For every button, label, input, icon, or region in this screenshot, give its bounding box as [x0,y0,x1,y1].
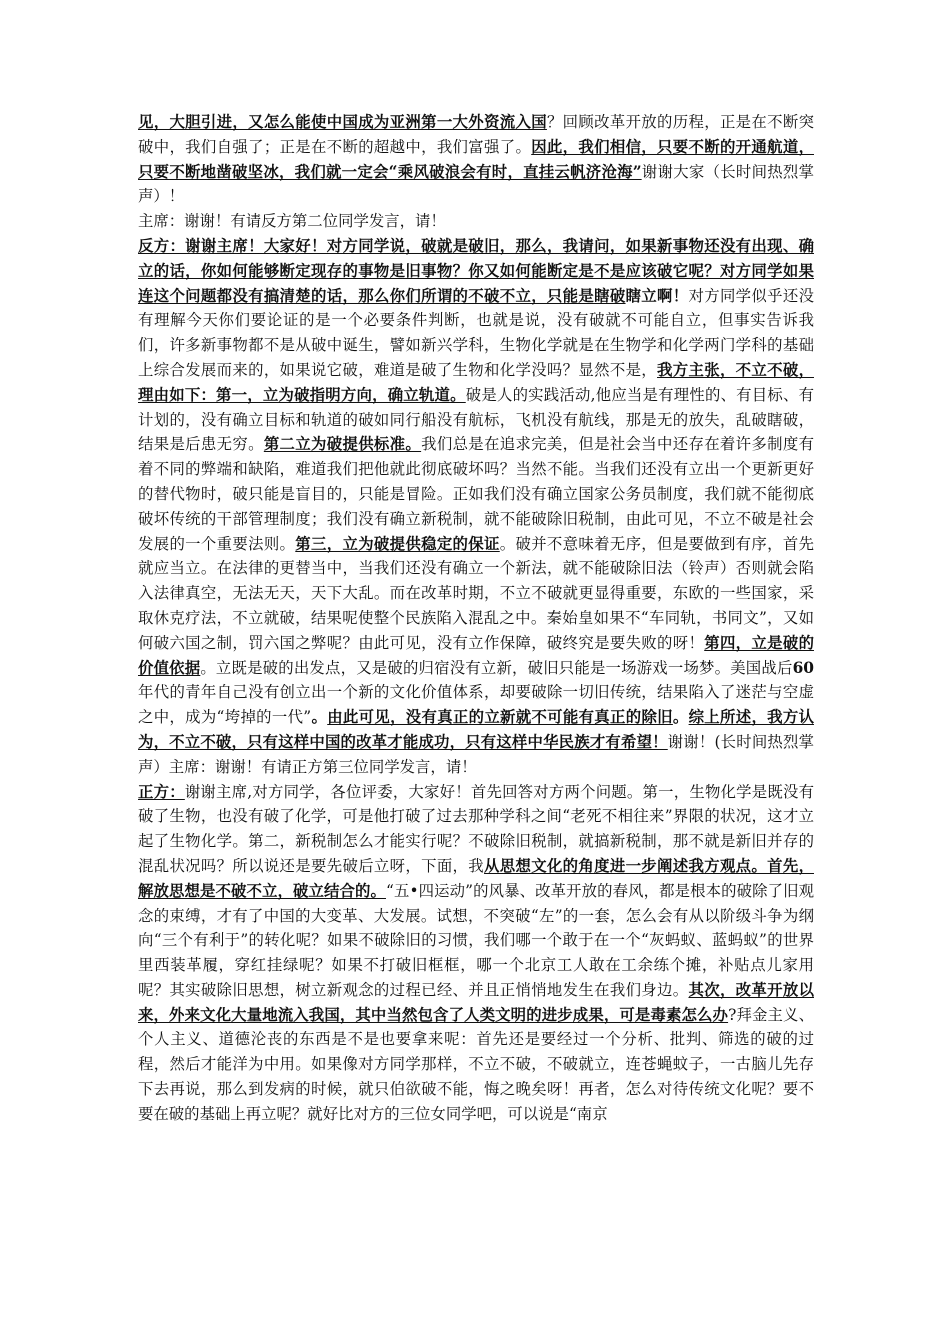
text-run: 对方同学似乎还没有理解今天你们要论证的是一个必要条件判断，也就是说，没有破就不可能自立，但事实告诉我们，许多新事物都不是从破中诞生，譬如新兴学科，生物化学就是在生物学和化学两门学科的基础上综合发展而来的，如果说它破，难道是破了生物和化学没吗？显然不是， [138,286,814,379]
emphasized-text-run: 见，大胆引进，又怎么能使中国成为亚洲第一大外资流入国 [138,113,547,131]
emphasized-text-run: 。 [311,708,328,727]
emphasized-text-run: 综上所述，我方认为，不立不破，只有这样中国的改革才能成功，只有这样中华民族才有希望！ [138,708,814,751]
text-run: “五•四运动”的风暴、改革开放的春风，都是根本的破除了旧观念的束缚，才有了中国的大变革、大发展。试想，不突破“左”的一套，怎么会有从以阶级斗争为纲向“三个有利于”的转化呢？如果不破除旧的习惯，我们哪一个敢于在一个“灰蚂蚁、蓝蚂蚁”的世界里西装革履，穿红挂绿呢？如果不打破旧框框，哪一个北京工人敢在工余练个摊，补贴点儿家用呢？其实破除旧思想，树立新观念的过程已经、并且正悄悄地发生在我们身边。 [138,881,814,999]
emphasized-text-run: 瞎立啊！ [625,286,689,305]
emphasized-text-run: 。 [672,708,689,727]
emphasized-text-run: 因此，我们相信，只要不断的开通航道，只要不断地凿破坚冰，我们就一定会“乘风破浪会有时，直挂云帆济沧海” [138,137,814,181]
emphasized-text-run: 我方主张，不立不破，理由如下：第一，立为破指明方向，确立轨道。 [138,360,814,404]
paragraph-chair-call-negative-second [138,209,814,234]
text-run: 年代的青年自己没有创立出一个新的文化价值体系，却要破除一切旧传统，结果陷入了迷茫与空虚之中，成为“垮掉的一代” [138,683,814,727]
paragraph-affirmative-third-speech [138,780,814,1127]
emphasized-text-run: 第三，立为破提供稳定的保证 [295,534,500,553]
paragraph-negative-second-speech [138,234,814,780]
emphasized-text-run: 正方： [138,782,185,801]
text-run: 谢谢大家（长时间热烈掌声）！ [138,162,814,206]
emphasized-text-run: 由此可见，没有真正的立新就不可能有真正的除旧 [327,708,673,727]
text-run: ?拜金主义、个人主义、道德沦丧的东西是不是也要拿来呢：首先还是要经过一个分析、批判、筛选的破的过程，然后才能洋为中用。如果像对方同学那样，不立不破，不破就立，连苍蝇蚊子，一古脑儿先存下去再说，那么到发病的时候，就只伯欲破不能，悔之晚矣呀！再者，怎么对待传统文化呢？要不要在破的基础上再立呢？就好比对方的三位女同学吧，可以说是“南京 [138,1005,814,1123]
paragraph-closing-affirmative-first [138,110,814,209]
emphasized-text-run: 从思想文化的角度进一步阐述我方观点。首先，解放思想是不破不立，破立结合的。 [138,856,814,900]
text-run: 谢谢主席,对方同学，各位评委，大家好！首先回答对方两个问题。第一，生物化学是既没有破了生物，也没有破了化学，可是他打破了过去那种学科之间“老死不相往来”界限的状况，这才立起了生物化学。第二，新税制怎么才能实行呢？不破除旧税制，就搞新税制，那不就是新旧并存的混乱状况吗？所以说还是要先破后立呀，下面，我 [138,782,814,875]
text-run: 破是人的实践活动,他应当是有理性的、有目标、有计划的，没有确立目标和轨道的破如同行船没有航标，飞机没有航线，那是无的放失，乱破瞎破，结果是后患无穷。 [138,385,814,454]
document-page [138,110,814,1127]
emphasized-text-run: 反方：谢谢主席！大家好！对方同学说，破就是破旧，那么，我请问，如果新事物还没有出现、确立的话，你如何能够断定现存的事物是旧事物？你又如何能断定是不是应该破它呢？对方同学如果连这个问题都没有搞清楚的话，那么你们所谓的不破不立，只能是瞎破 [138,236,814,305]
emphasized-text-run: 60 [792,658,814,677]
text-run: ？回顾改革开放的历程，正是在不断突破中，我们自强了；正是在不断的超越中，我们富强了。 [138,113,814,156]
text-run: 我们总是在追求完美，但是社会当中还存在着许多制度有着不同的弊端和缺陷，难道我们把他就此彻底破坏吗？当然不能。当我们还没有立出一个更新更好的替代物时，破只能是盲目的，只能是冒险。正如我们没有确立国家公务员制度，我们就不能彻底破坏传统的干部管理制度；我们没有确立新税制，就不能破除旧税制，由此可见，不立不破是社会发展的一个重要法则。 [138,435,814,553]
text-run: 。破并不意味着无序，但是要做到有序，首先就应当立。在法律的更替当中，当我们还没有确立一个新法，就不能破除旧法（铃声）否则就会陷入法律真空，无法无天，天下大乱。而在改革时期，不立不破就更显得重要，东欧的一些国家，采取休克疗法，不立就破，结果呢使整个民族陷入混乱之中。秦始皇如果不“车同轨，书同文”，又如何破六国之制，罚六国之弊呢？由此可见，没有立作保障，破终究是要失败的呀！ [138,534,814,652]
emphasized-text-run: 第二立为破提供标准。 [263,435,422,454]
text-run: 谢谢！(长时间热烈掌声）主席：谢谢！有请正方第三位同学发言，请！ [138,732,814,776]
text-run: 。立既是破的出发点，又是破的归宿没有立新，破旧只能是一场游戏一场梦。美国战后 [200,658,793,677]
text-run: 主席：谢谢！有请反方第二位同学发言，请！ [138,212,446,231]
emphasized-text-run: 其次，改革开放以来，外来文化大量地流入我国，其中当然包含了人类文明的进步成果，可是毒素怎么办 [138,980,814,1024]
emphasized-text-run: 第四，立是破的价值依据 [138,633,814,677]
